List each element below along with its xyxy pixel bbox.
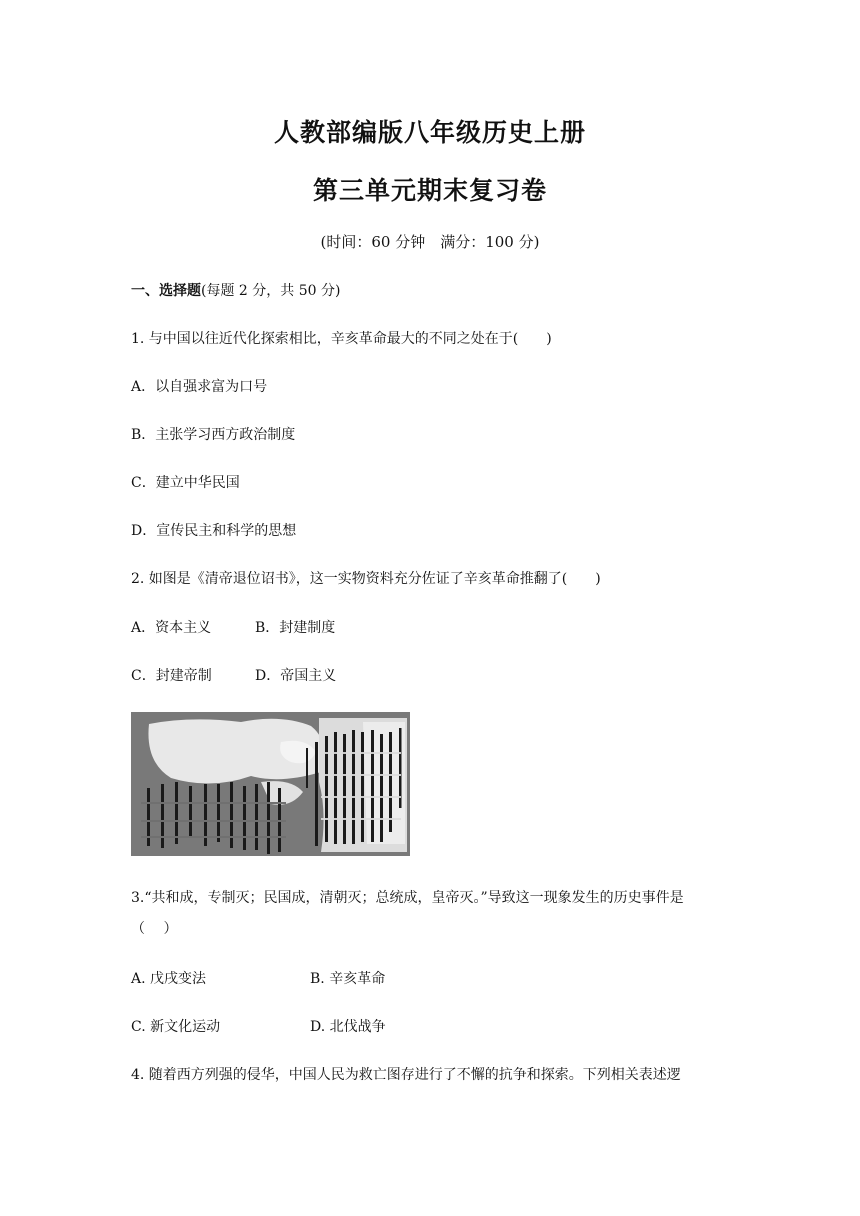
question-2-option-c: C．封建帝制 [131,668,212,684]
question-1-option-d: D．宣传民主和科学的思想 [131,523,297,539]
question-2-options-row-2 [131,665,337,685]
question-2-option-b: B．封建制度 [255,620,336,636]
question-1-option-b: B．主张学习西方政治制度 [131,427,296,443]
section-heading [131,280,340,300]
question-2-stem: 2. 如图是《清帝退位诏书》，这一实物资料充分佐证了辛亥革命推翻了( ) [131,571,601,587]
section-heading-note: (每题 2 分，共 50 分) [201,283,341,299]
question-3-option-a: A. 戊戌变法 [131,971,207,987]
question-3-options-row-1 [131,968,386,988]
question-3-stem-blank: （ ） [131,921,178,937]
question-4-stem: 4. 随着西方列强的侵华，中国人民为救亡图存进行了不懈的抗争和探索。下列相关表述逻 [131,1067,681,1083]
question-2-option-d: D．帝国主义 [255,668,337,684]
question-3-option-c: C. 新文化运动 [131,1019,221,1035]
doc-subtitle: 第三单元期末复习卷 [312,176,547,205]
doc-title: 人教部编版八年级历史上册 [273,118,586,147]
question-3-stem: 3.“共和成，专制灭；民国成，清朝灭；总统成，皇帝灭。”导致这一现象发生的历史事件是 [131,890,684,906]
question-1-stem: 1. 与中国以往近代化探索相比，辛亥革命最大的不同之处在于( ) [131,331,552,347]
question-3-option-b: B. 辛亥革命 [310,971,386,987]
section-heading-label: 一、选择题 [131,283,201,299]
question-2-option-a: A．资本主义 [131,620,212,636]
question-1-option-c: C．建立中华民国 [131,475,240,491]
question-3-option-d: D. 北伐战争 [310,1019,386,1035]
question-1-option-a: A．以自强求富为口号 [131,379,268,395]
question-2-options-row-1 [131,617,336,637]
question-3-options-row-2 [131,1016,386,1036]
edict-document-photo-icon [131,712,410,856]
exam-meta: (时间：60 分钟 满分：100 分) [320,233,540,251]
